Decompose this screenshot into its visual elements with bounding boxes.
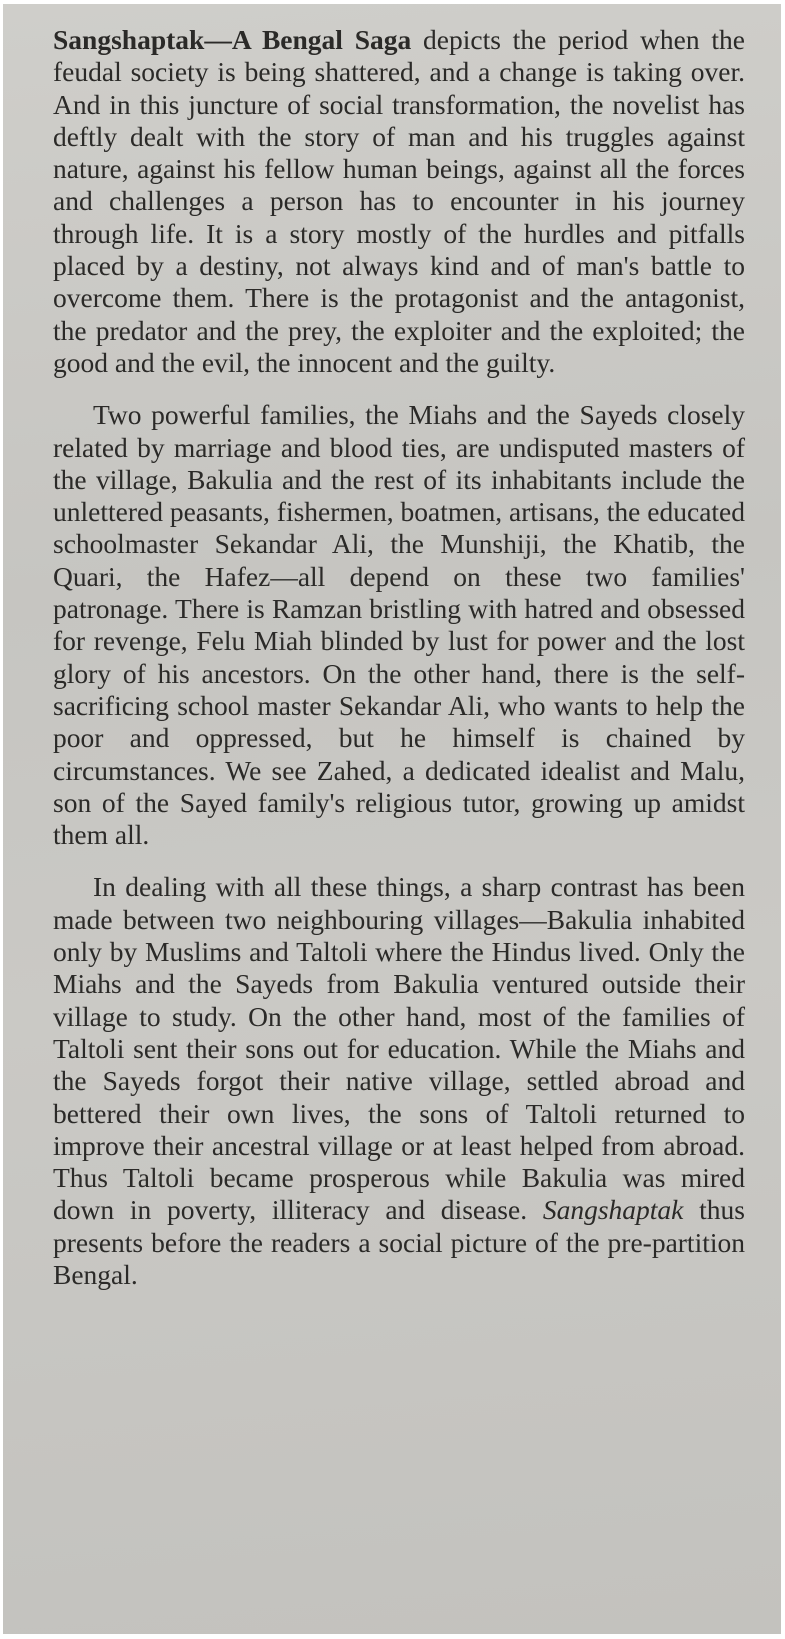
paragraph-3 — [53, 871, 745, 1291]
book-title-bold: Sangshaptak—A Bengal Saga — [53, 24, 412, 55]
book-title-italic: Sangshaptak — [542, 1194, 684, 1226]
paragraph-2-text: Two powerful families, the Miahs and the Sayeds closely related by marriage and blood ties, are undisputed masters of the village, Bakulia and the rest of its inhabitants include the unlettered peasants, fishermen, boatmen, artisans, the educated schoolmaster Sekandar Ali, the Munshiji, the Khatib, the Quari, the Hafez—all depend on these two families' patronage. There is Ramzan bristling with hatred and obsessed for revenge, Felu Miah blinded by lust for power and the lost glory of his ancestors. On the other hand, there is the self-sacrificing school master Sekandar Ali, who wants to help the poor and oppressed, but he himself is chained by circumstances. We see Zahed, a dedicated idealist and Malu, son of the Sayed family's religious tutor, growing up amidst them all. — [53, 399, 745, 851]
paragraph-2 — [53, 399, 745, 851]
paragraph-1 — [53, 24, 745, 379]
paragraph-3-text-before: In dealing with all these things, a sharp contrast has been made between two neighbouring villages—Bakulia inhabited only by Muslims and Taltoli where the Hindus lived. Only the Miahs and the Sayeds from Bakulia ventured outside their village to study. On the other hand, most of the families of Taltoli sent their sons out for education. While the Miahs and the Sayeds forgot their native village, settled abroad and bettered their own lives, the sons of Taltoli returned to improve their ancestral village or at least helped from abroad. Thus Taltoli became prosperous while Bakulia was mired down in poverty, illiteracy and disease. — [53, 871, 745, 1226]
paragraph-3-text-after: thus presents before the readers a social picture of the pre-partition Bengal. — [53, 1194, 746, 1290]
newspaper-clipping — [3, 4, 781, 1634]
paragraph-1-text: depicts the period when the feudal society is being shattered, and a change is taking over. And in this juncture of social transformation, the novelist has deftly dealt with the story of man and his truggles against nature, against his fellow human beings, against all the forces and challenges a person has to encounter in his journey through life. It is a story mostly of the hurdles and pitfalls placed by a destiny, not always kind and of man's battle to overcome them. There is the protagonist and the antagonist, the predator and the prey, the exploiter and the exploited; the good and the evil, the innocent and the guilty. — [53, 24, 746, 378]
